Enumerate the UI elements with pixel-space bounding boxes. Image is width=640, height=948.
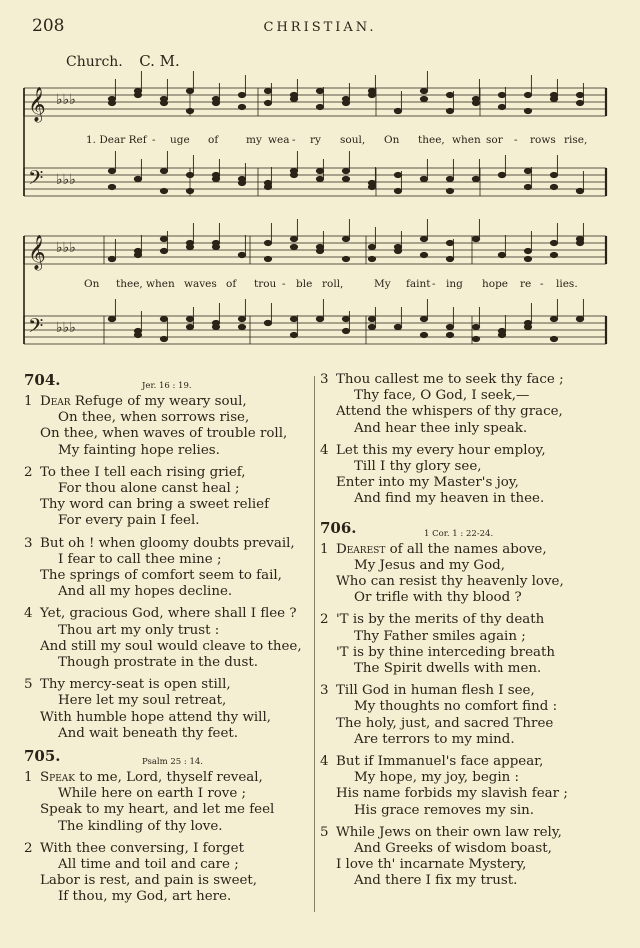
verse-line	[320, 825, 620, 841]
note-head	[290, 236, 297, 241]
stanza	[320, 542, 620, 607]
verse-line: And all my hopes decline.	[58, 584, 233, 600]
verse-line: His grace removes my sin.	[354, 802, 534, 818]
note-head	[550, 92, 557, 97]
note-head	[446, 332, 453, 337]
note-head	[524, 92, 531, 97]
lyric-syllable: when	[146, 278, 175, 290]
note-head	[394, 324, 401, 329]
stanza-number: 4	[24, 606, 33, 622]
lyric-syllable: trou	[254, 278, 277, 290]
note-head	[498, 172, 505, 177]
verse-line: Who can resist thy heavenly love,	[336, 574, 564, 590]
stanza	[24, 394, 309, 459]
stanza-number: 2	[24, 464, 33, 480]
lyric-syllable: -	[432, 278, 436, 290]
key-signature-icon: ♭♭♭	[56, 92, 76, 108]
note-head	[446, 324, 453, 329]
note-head	[394, 188, 401, 193]
note-head	[368, 324, 375, 329]
verse-line: My fainting hope relies.	[58, 442, 220, 458]
note-head	[524, 184, 531, 189]
note-head	[342, 96, 349, 101]
hymn-number: 706.	[320, 518, 357, 537]
verse-line	[320, 542, 620, 558]
lyric-syllable: -	[540, 278, 544, 290]
verse-line: Till I thy glory see,	[354, 459, 482, 475]
note-head	[342, 176, 349, 181]
note-head	[290, 316, 297, 321]
stanza	[320, 372, 620, 437]
note-head	[524, 248, 531, 253]
note-head	[238, 252, 245, 257]
verse-line: And wait beneath thy feet.	[58, 725, 239, 741]
verse-line: And find my heaven in thee.	[354, 491, 545, 507]
left-column	[24, 372, 309, 912]
note-head	[576, 316, 583, 321]
stanza	[320, 612, 620, 677]
lyric-syllable: thee,	[418, 134, 445, 146]
verse-line: And hear thee inly speak.	[354, 420, 528, 436]
verse-line: For thou alone canst heal ;	[58, 481, 240, 497]
verse-line	[24, 394, 309, 410]
verse-line: I fear to call thee mine ;	[58, 551, 222, 567]
note-head	[498, 92, 505, 97]
verse-text: Thy mercy-seat is open still,	[40, 677, 231, 693]
stanza	[24, 465, 309, 530]
verse-text: But if Immanuel's face appear,	[336, 754, 544, 770]
note-head	[238, 176, 245, 181]
verse-line: Here let my soul retreat,	[58, 693, 227, 709]
verse-line: Thy Father smiles again ;	[354, 628, 526, 644]
lyric-syllable: of	[208, 134, 219, 146]
stanza	[24, 841, 309, 906]
note-head	[238, 92, 245, 97]
verse-line: I love th' incarnate Mystery,	[336, 857, 527, 873]
note-head	[550, 240, 557, 245]
note-head	[186, 316, 193, 321]
column-divider	[314, 376, 315, 912]
verse-line: If thou, my God, art here.	[58, 889, 232, 905]
note-head	[394, 108, 401, 113]
bass-clef-icon: 𝄢	[28, 314, 44, 342]
lyric-syllable: soul,	[340, 134, 366, 146]
first-word: Speak	[40, 770, 76, 786]
verse-text: to me, Lord, thyself reveal,	[75, 770, 263, 786]
stanza-number: 4	[320, 754, 329, 770]
note-head	[472, 336, 479, 341]
verse-line	[24, 606, 309, 622]
hymn-header	[320, 520, 620, 542]
note-head	[420, 236, 427, 241]
verse-line: Enter into my Master's joy,	[336, 475, 519, 491]
scripture-reference: 1 Cor. 1 : 22-24.	[424, 528, 494, 539]
stanza-number: 3	[320, 372, 329, 387]
note-head	[550, 172, 557, 177]
verse-line	[320, 612, 620, 628]
stanza-number: 5	[24, 677, 33, 693]
key-signature-icon: ♭♭♭	[56, 172, 76, 188]
note-head	[108, 100, 115, 105]
note-head	[342, 256, 349, 261]
note-head	[316, 244, 323, 249]
stanza	[24, 677, 309, 742]
note-head	[160, 236, 167, 241]
note-head	[238, 324, 245, 329]
note-head	[550, 316, 557, 321]
hymn-header	[24, 372, 309, 394]
right-column	[320, 372, 620, 896]
note-head	[524, 256, 531, 261]
verse-line	[320, 754, 620, 770]
lyric-syllable: -	[514, 134, 518, 146]
lyric-syllable: rows	[530, 134, 556, 146]
verse-line: Thou art my only trust :	[58, 622, 220, 638]
note-head	[394, 172, 401, 177]
note-head	[576, 92, 583, 97]
verse-line	[320, 443, 620, 459]
verse-line: Or trifle with thy blood ?	[354, 590, 522, 606]
note-head	[446, 240, 453, 245]
verse-line	[320, 372, 620, 388]
note-head	[394, 244, 401, 249]
verse-line: Attend the whispers of thy grace,	[336, 404, 563, 420]
note-head	[108, 184, 115, 189]
verse-line: The kindling of thy love.	[58, 818, 223, 834]
verse-text: Refuge of my weary soul,	[70, 394, 247, 409]
note-head	[342, 316, 349, 321]
note-head	[524, 108, 531, 113]
verse-line	[24, 841, 309, 857]
lyric-syllable: -	[292, 134, 296, 146]
lyric-syllable: 1. Dear Ref	[86, 134, 147, 146]
verse-line: Thy word can bring a sweet relief	[40, 497, 270, 513]
note-head	[212, 244, 219, 249]
note-head	[524, 324, 531, 329]
verse-line: Labor is rest, and pain is sweet,	[40, 873, 258, 889]
verse-line: And Greeks of wisdom boast,	[354, 841, 552, 857]
note-head	[446, 92, 453, 97]
note-head	[160, 168, 167, 173]
stanza-number: 3	[320, 683, 329, 699]
lyric-syllable: my	[246, 134, 262, 146]
verse-line: On thee, when sorrows rise,	[58, 410, 250, 426]
stanza-number: 4	[320, 442, 329, 458]
verse-line: With humble hope attend thy will,	[40, 709, 272, 725]
verse-text: While Jews on their own law rely,	[336, 824, 562, 840]
verse-line: My hope, my joy, begin :	[354, 770, 520, 786]
note-head	[472, 100, 479, 105]
hymn-number: 704.	[24, 371, 61, 389]
note-head	[498, 252, 505, 257]
verse-text: Till God in human flesh I see,	[336, 683, 535, 699]
lyric-syllable: -	[282, 278, 286, 290]
stanza	[24, 536, 309, 601]
note-head	[316, 176, 323, 181]
treble-clef-icon: 𝄞	[28, 235, 46, 270]
note-head	[472, 324, 479, 329]
note-head	[472, 176, 479, 181]
note-head	[290, 92, 297, 97]
note-head	[264, 88, 271, 93]
lyric-syllable: On	[384, 134, 400, 146]
note-head	[420, 252, 427, 257]
scripture-reference: Jer. 16 : 19.	[142, 381, 192, 391]
verse-line: The springs of comfort seem to fail,	[40, 568, 282, 584]
note-head	[498, 328, 505, 333]
note-head	[160, 248, 167, 253]
verse-line: And still my soul would cleave to thee,	[40, 638, 302, 654]
lyric-syllable: wea	[268, 134, 290, 146]
hymn-header	[24, 748, 309, 770]
key-signature-icon: ♭♭♭	[56, 240, 76, 256]
stanza-number: 1	[320, 541, 329, 557]
verse-text: Let this my every hour employ,	[336, 442, 546, 458]
verse-line	[24, 536, 309, 552]
note-head	[472, 236, 479, 241]
note-head	[108, 256, 115, 261]
lyric-syllable: thee,	[116, 278, 143, 290]
note-head	[290, 244, 297, 249]
lyric-syllable: My	[374, 278, 391, 290]
running-title: CHRISTIAN.	[263, 20, 377, 35]
note-head	[186, 244, 193, 249]
note-head	[576, 100, 583, 105]
note-head	[264, 320, 271, 325]
note-head	[186, 324, 193, 329]
note-head	[368, 256, 375, 261]
note-head	[316, 316, 323, 321]
note-head	[186, 108, 193, 113]
stanza	[320, 754, 620, 819]
lyric-syllable: rise,	[564, 134, 588, 146]
note-head	[160, 336, 167, 341]
stanza	[24, 606, 309, 671]
note-head	[134, 92, 141, 97]
stanza-number: 1	[24, 394, 33, 409]
verse-line: And there I fix my trust.	[354, 873, 518, 889]
lyric-syllable: On	[84, 278, 100, 290]
note-head	[342, 236, 349, 241]
note-head	[420, 176, 427, 181]
note-head	[446, 176, 453, 181]
note-head	[212, 324, 219, 329]
note-head	[368, 316, 375, 321]
verse-line: Speak to my heart, and let me feel	[40, 802, 275, 818]
stanza-number: 2	[24, 840, 33, 856]
note-head	[316, 104, 323, 109]
note-head	[368, 244, 375, 249]
note-head	[134, 332, 141, 337]
lyric-syllable: hope	[482, 278, 509, 290]
note-head	[316, 168, 323, 173]
note-head	[186, 172, 193, 177]
verse-line: Thy face, O God, I seek,—	[354, 388, 530, 404]
verse-line: His name forbids my slavish fear ;	[336, 786, 568, 802]
lyric-syllable: -	[152, 134, 156, 146]
verse-line: While here on earth I rove ;	[58, 786, 247, 802]
verse-line: For every pain I feel.	[58, 513, 200, 529]
tune-title: Church.	[66, 54, 123, 70]
note-head	[212, 96, 219, 101]
note-head	[238, 316, 245, 321]
stanza	[320, 683, 620, 748]
scripture-reference: Psalm 25 : 14.	[142, 757, 204, 768]
verse-line: The holy, just, and sacred Three	[336, 715, 554, 731]
note-head	[342, 168, 349, 173]
note-head	[498, 104, 505, 109]
note-head	[420, 88, 427, 93]
verse-text: Thou callest me to seek thy face ;	[336, 372, 564, 387]
note-head	[264, 256, 271, 261]
lyric-syllable: ing	[446, 278, 463, 290]
lyric-syllable: sor	[486, 134, 503, 146]
note-head	[316, 88, 323, 93]
verse-text: But oh ! when gloomy doubts prevail,	[40, 535, 295, 551]
note-head	[160, 316, 167, 321]
stanza-number: 1	[24, 770, 33, 786]
note-head	[420, 316, 427, 321]
first-word: Dear	[40, 394, 71, 409]
stanza	[320, 825, 620, 890]
stanza	[24, 770, 309, 835]
lyric-syllable: ry	[310, 134, 321, 146]
verse-line: Are terrors to my mind.	[354, 731, 515, 747]
verse-line	[24, 465, 309, 481]
first-word: Dearest	[336, 541, 386, 557]
note-head	[212, 172, 219, 177]
note-head	[160, 188, 167, 193]
note-head	[160, 100, 167, 105]
key-signature-icon: ♭♭♭	[56, 320, 76, 336]
note-head	[264, 100, 271, 105]
lyric-syllable: uge	[170, 134, 190, 146]
lyric-syllable: roll,	[322, 278, 344, 290]
verse-text: of all the names above,	[385, 541, 547, 557]
verse-text: Yet, gracious God, where shall I flee ?	[40, 606, 297, 622]
lyric-syllable: when	[452, 134, 481, 146]
note-head	[446, 108, 453, 113]
lyric-syllable: lies.	[556, 278, 578, 290]
stanza-number: 3	[24, 535, 33, 551]
note-head	[368, 88, 375, 93]
music-score	[0, 0, 640, 372]
note-head	[576, 188, 583, 193]
lyric-syllable: ble	[296, 278, 313, 290]
note-head	[134, 248, 141, 253]
note-head	[134, 176, 141, 181]
stanza-number: 2	[320, 612, 329, 628]
page-number: 208	[32, 16, 65, 36]
verse-text: To thee I tell each rising grief,	[40, 464, 246, 480]
verse-line: My Jesus and my God,	[354, 557, 505, 573]
tune-meter: C. M.	[139, 52, 180, 70]
note-head	[290, 332, 297, 337]
verse-line: All time and toil and care ;	[58, 857, 239, 873]
note-head	[186, 188, 193, 193]
note-head	[550, 252, 557, 257]
note-head	[550, 184, 557, 189]
verse-line	[24, 770, 309, 786]
stanza	[320, 443, 620, 508]
lyric-syllable: waves	[184, 278, 217, 290]
note-head	[108, 168, 115, 173]
note-head	[420, 332, 427, 337]
note-head	[368, 180, 375, 185]
note-head	[264, 180, 271, 185]
hymn-number: 705.	[24, 747, 61, 766]
verse-line: Though prostrate in the dust.	[58, 655, 258, 671]
note-head	[238, 104, 245, 109]
lyric-syllable: re	[520, 278, 532, 290]
note-head	[420, 96, 427, 101]
verse-line	[24, 677, 309, 693]
note-head	[550, 336, 557, 341]
note-head	[446, 256, 453, 261]
verse-line: My thoughts no comfort find :	[354, 699, 558, 715]
verse-line: The Spirit dwells with men.	[354, 661, 542, 677]
lyric-syllable: faint	[406, 278, 431, 290]
note-head	[576, 236, 583, 241]
verse-line	[320, 683, 620, 699]
verse-line: On thee, when waves of trouble roll,	[40, 426, 288, 442]
lyric-syllable: of	[226, 278, 237, 290]
stanza-number: 5	[320, 824, 329, 840]
bass-clef-icon: 𝄢	[28, 166, 44, 194]
verse-text: 'T is by the merits of thy death	[336, 612, 545, 628]
note-head	[446, 188, 453, 193]
note-head	[186, 88, 193, 93]
treble-clef-icon: 𝄞	[28, 87, 46, 122]
note-head	[264, 240, 271, 245]
note-head	[108, 316, 115, 321]
note-head	[290, 172, 297, 177]
verse-line: 'T is by thine interceding breath	[336, 644, 555, 660]
verse-text: With thee conversing, I forget	[40, 840, 244, 856]
note-head	[342, 328, 349, 333]
note-head	[524, 168, 531, 173]
